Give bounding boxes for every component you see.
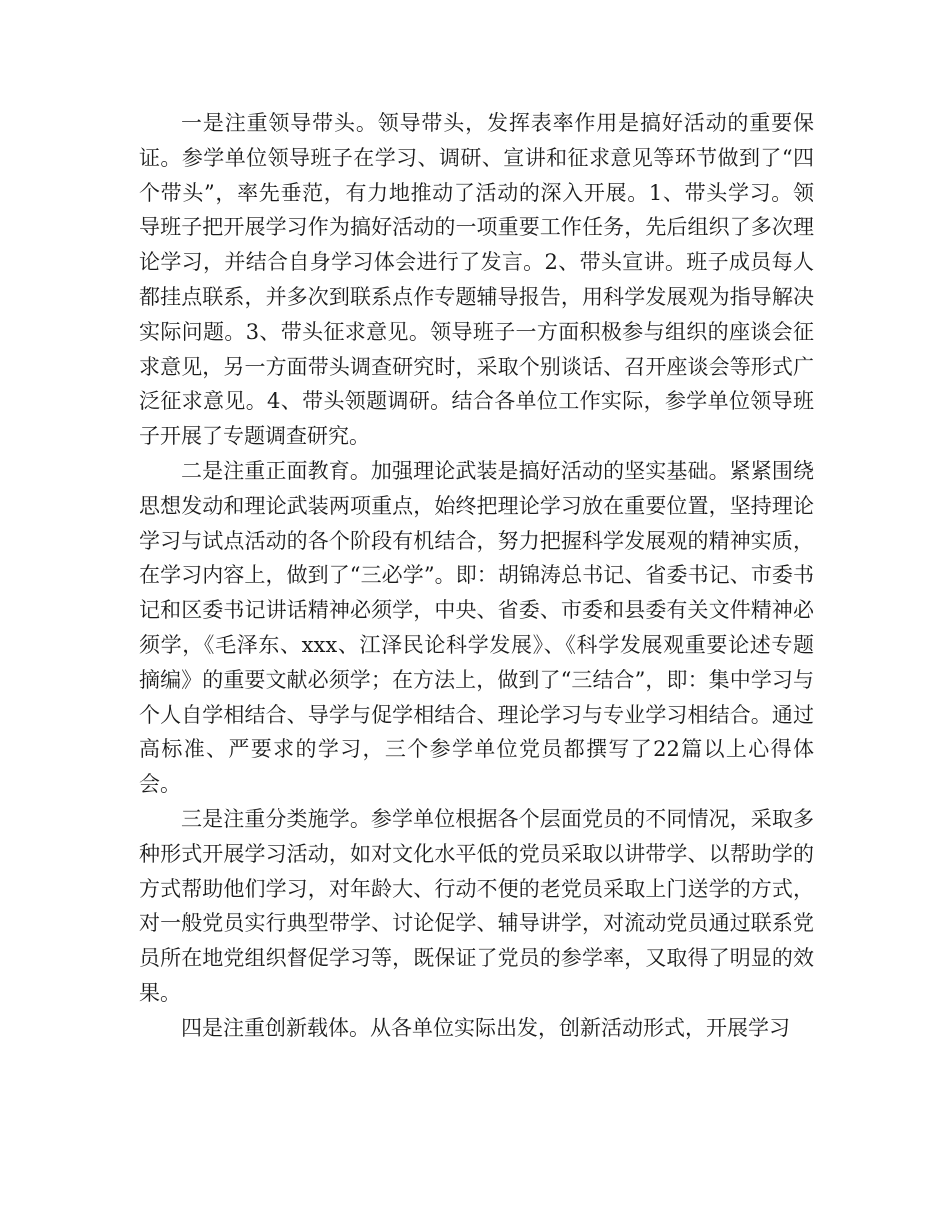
- paragraph-innovative-carrier: 四是注重创新载体。从各单位实际出发，创新活动形式，开展学习: [181, 1015, 790, 1040]
- paragraph-classified-learning: 三是注重分类施学。参学单位根据各个层面党员的不同情况，采取多种形式开展学习活动，如对文化水平低的党员采取以讲带学、以帮助学的方式帮助他们学习，对年龄大、行动不便的老党员采取上门送学的方式，对一般党员实行典型带学、讨论促学、辅导讲学，对流动党员通过联系党员所在地党组织督促学习等，既保证了党员的参学率，又取得了明显的效果。: [139, 806, 814, 1005]
- document-body: [139, 106, 814, 1046]
- paragraph-positive-education: 二是注重正面教育。加强理论武装是搞好活动的坚实基础。紧紧围绕思想发动和理论武装两项重点，始终把理论学习放在重要位置，坚持理论学习与试点活动的各个阶段有机结合，努力把握科学发展观的精神实质，在学习内容上，做到了“三必学”。即：胡锦涛总书记、省委书记、市委书记和区委书记讲话精神必须学，中央、省委、市委和县委有关文件精神必须学，《毛泽东、xxx、江泽民论科学发展》、《科学发展观重要论述专题摘编》的重要文献必须学；在方法上，做到了“三结合”，即：集中学习与个人自学相结合、导学与促学相结合、理论学习与专业学习相结合。通过高标准、严要求的学习，三个参学单位党员都撰写了22篇以上心得体会。: [139, 458, 814, 797]
- paragraph-leadership: 一是注重领导带头。领导带头，发挥表率作用是搞好活动的重要保证。参学单位领导班子在学习、调研、宣讲和征求意见等环节做到了“四个带头”，率先垂范，有力地推动了活动的深入开展。1、带头学习。领导班子把开展学习作为搞好活动的一项重要工作任务，先后组织了多次理论学习，并结合自身学习体会进行了发言。2、带头宣讲。班子成员每人都挂点联系，并多次到联系点作专题辅导报告，用科学发展观为指导解决实际问题。3、带头征求意见。领导班子一方面积极参与组织的座谈会征求意见，另一方面带头调查研究时，采取个别谈话、召开座谈会等形式广泛征求意见。4、带头领题调研。结合各单位工作实际，参学单位领导班子开展了专题调查研究。: [139, 111, 814, 449]
